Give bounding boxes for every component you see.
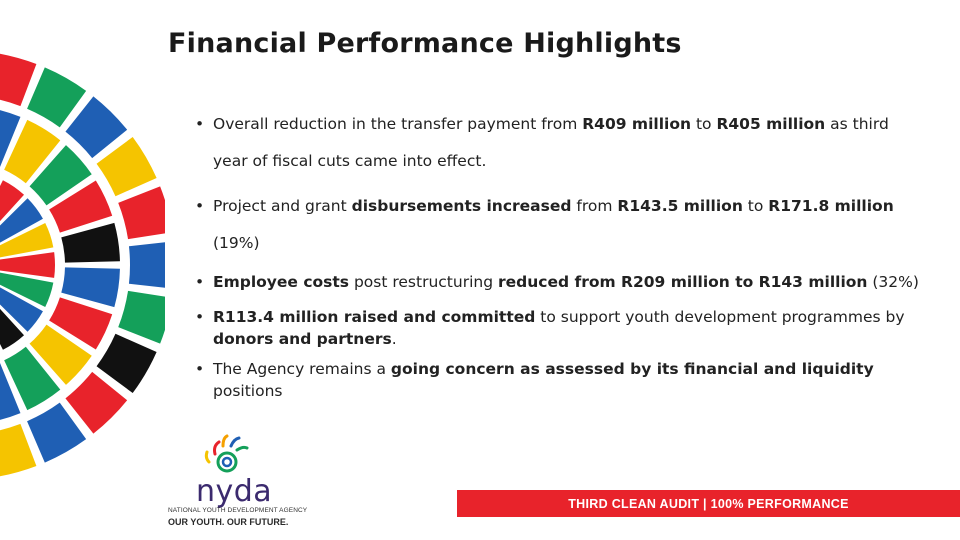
logo-tagline: OUR YOUTH. OUR FUTURE.: [168, 517, 289, 527]
bullet-dot: •: [195, 197, 205, 215]
bullet-dot: •: [195, 308, 205, 326]
sunburst-ray: [118, 291, 165, 344]
sunburst-ray: [0, 424, 36, 478]
sunburst-ray: [118, 186, 165, 239]
bullet-item: • Overall reduction in the transfer payment from R409 million to R405 million as third year of fiscal cuts came into effect.: [195, 106, 925, 180]
audit-banner: THIRD CLEAN AUDIT | 100% PERFORMANCE: [457, 490, 960, 517]
bullet-dot: •: [195, 360, 205, 378]
bullet-item: • The Agency remains a going concern as assessed by its financial and liquidity positions: [195, 360, 874, 400]
sunburst-ray: [0, 252, 55, 278]
bullet-item: • Employee costs post restructuring reduced from R209 million to R143 million (32%): [195, 270, 925, 294]
sunburst-ray: [129, 241, 165, 289]
bullet-dot: •: [195, 115, 205, 133]
sunburst-ray: [0, 52, 36, 106]
agency-name: NATIONAL YOUTH DEVELOPMENT AGENCY: [168, 507, 308, 514]
bullet-item: • Project and grant disbursements increased from R143.5 million to R171.8 million (19%): [195, 188, 925, 262]
bullet-item: • R113.4 million raised and committed to support youth development programmes by donors and partners.: [195, 308, 905, 348]
nyda-wordmark: nyda: [196, 474, 273, 509]
decorative-sunburst: [0, 0, 165, 540]
bullet-dot: •: [195, 273, 205, 291]
page-title: Financial Performance Highlights: [168, 28, 682, 59]
